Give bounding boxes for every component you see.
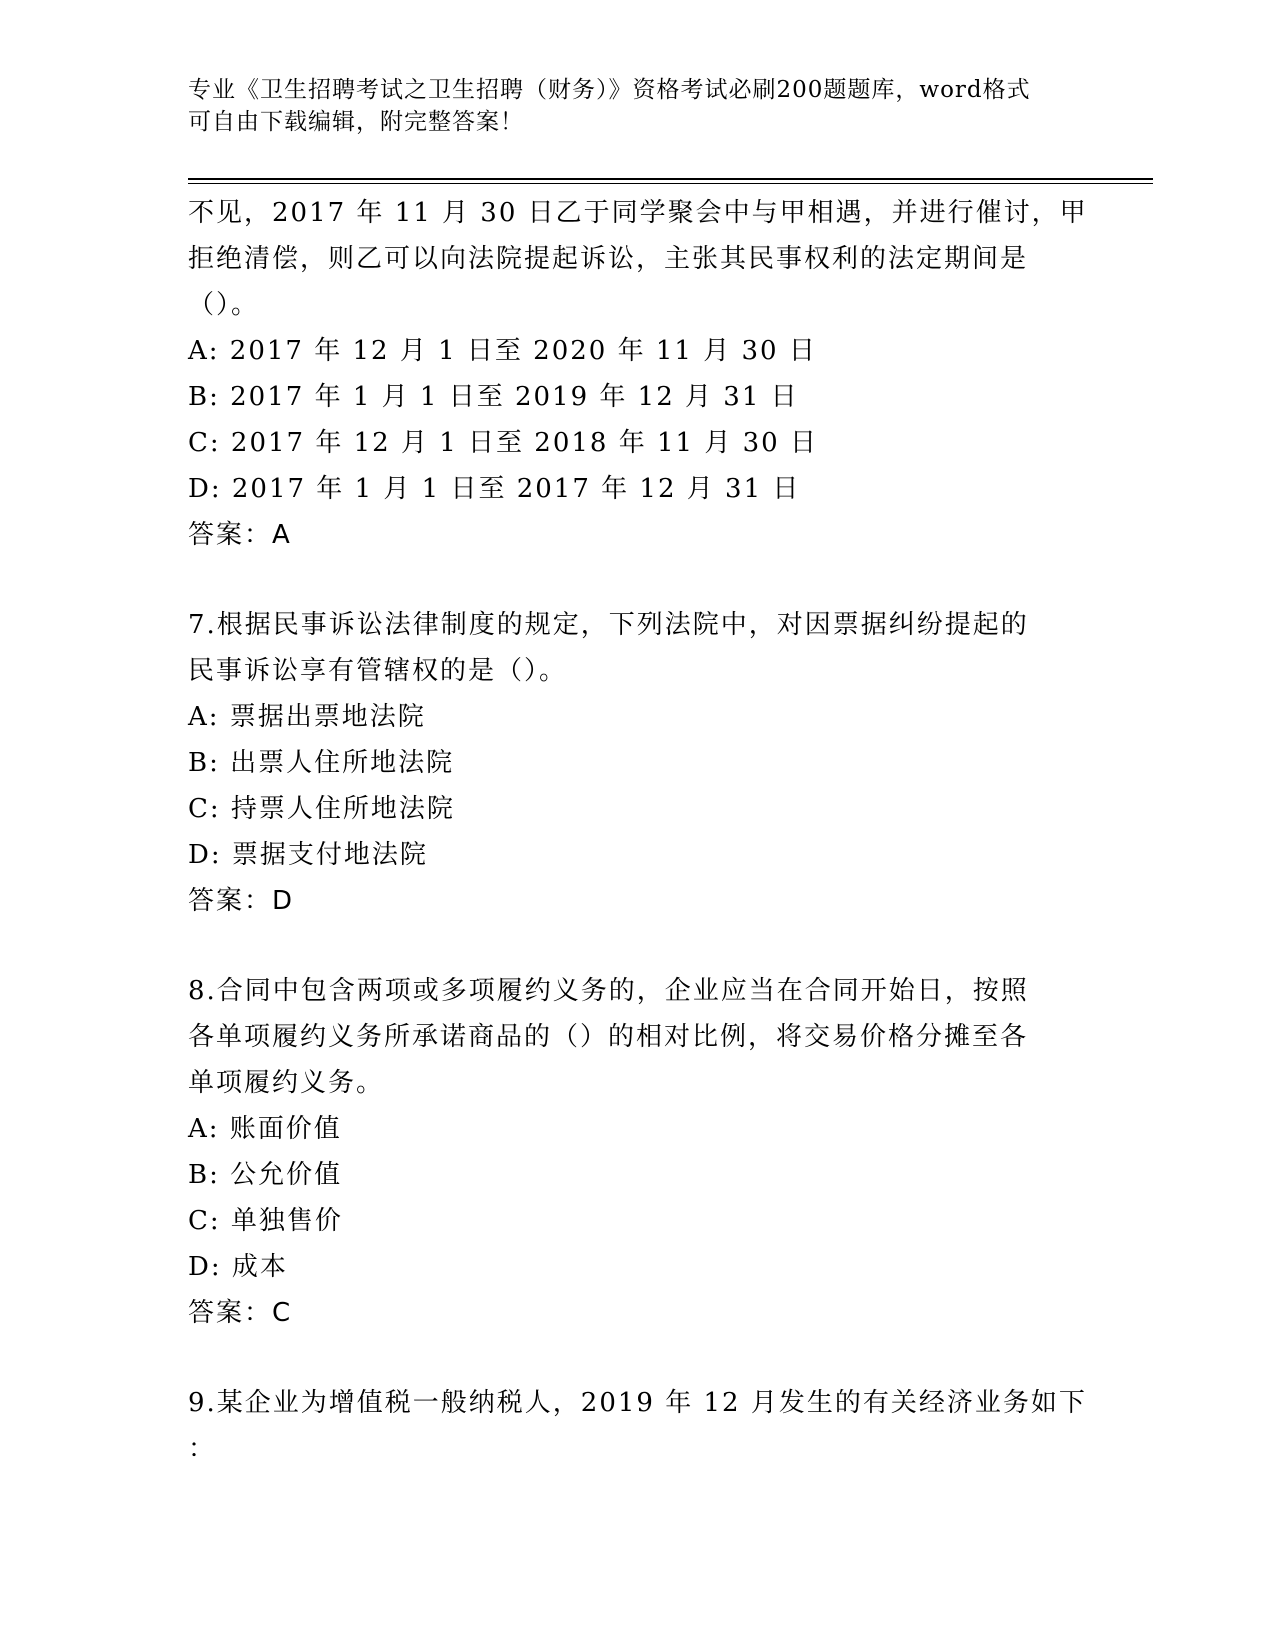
question-stem-line: 7.根据民事诉讼法律制度的规定，下列法院中，对因票据纠纷提起的 <box>188 610 1029 640</box>
option-d: D: 成本 <box>188 1252 288 1282</box>
answer-line: 答案：C <box>188 1298 293 1328</box>
header-line-1: 专业《卫生招聘考试之卫生招聘（财务）》资格考试必刷200题题库，word格式 <box>188 77 1031 103</box>
question-content <box>188 190 1088 1472</box>
option-d: D: 2017 年 1 月 1 日至 2017 年 12 月 31 日 <box>188 474 801 504</box>
header-rule-thin <box>188 183 1153 184</box>
question-9 <box>188 1380 1088 1472</box>
option-b: B: 2017 年 1 月 1 日至 2019 年 12 月 31 日 <box>188 382 799 412</box>
option-d: D: 票据支付地法院 <box>188 840 428 870</box>
question-stem-line: 各单项履约义务所承诺商品的（）的相对比例，将交易价格分摊至各 <box>188 1022 1029 1052</box>
question-stem-line: 单项履约义务。 <box>188 1068 385 1098</box>
option-a: A: 票据出票地法院 <box>188 702 426 732</box>
option-a: A: 账面价值 <box>188 1114 342 1144</box>
question-8 <box>188 968 1088 1336</box>
question-stem-line: （）。 <box>188 290 260 320</box>
question-stem-line: 不见，2017 年 11 月 30 日乙于同学聚会中与甲相遇，并进行催讨，甲 <box>188 198 1088 228</box>
question-6 <box>188 190 1088 558</box>
question-stem-line: 民事诉讼享有管辖权的是（）。 <box>188 656 568 686</box>
option-b: B: 出票人住所地法院 <box>188 748 455 778</box>
option-c: C: 单独售价 <box>188 1206 343 1236</box>
option-c: C: 持票人住所地法院 <box>188 794 455 824</box>
option-c: C: 2017 年 12 月 1 日至 2018 年 11 月 30 日 <box>188 428 818 458</box>
question-stem-line: 9.某企业为增值税一般纳税人，2019 年 12 月发生的有关经济业务如下 <box>188 1388 1087 1418</box>
answer-line: 答案：A <box>188 520 292 550</box>
question-7 <box>188 602 1088 924</box>
header-rule-thick <box>188 178 1153 180</box>
question-stem-line: ： <box>188 1434 217 1464</box>
answer-line: 答案：D <box>188 886 295 916</box>
question-stem-line: 8.合同中包含两项或多项履约义务的，企业应当在合同开始日，按照 <box>188 976 1029 1006</box>
option-a: A: 2017 年 12 月 1 日至 2020 年 11 月 30 日 <box>188 336 817 366</box>
question-stem-line: 拒绝清偿，则乙可以向法院提起诉讼，主张其民事权利的法定期间是 <box>188 244 1029 274</box>
header-line-2: 可自由下载编辑，附完整答案！ <box>188 109 524 135</box>
option-b: B: 公允价值 <box>188 1160 343 1190</box>
document-header <box>188 74 1088 138</box>
